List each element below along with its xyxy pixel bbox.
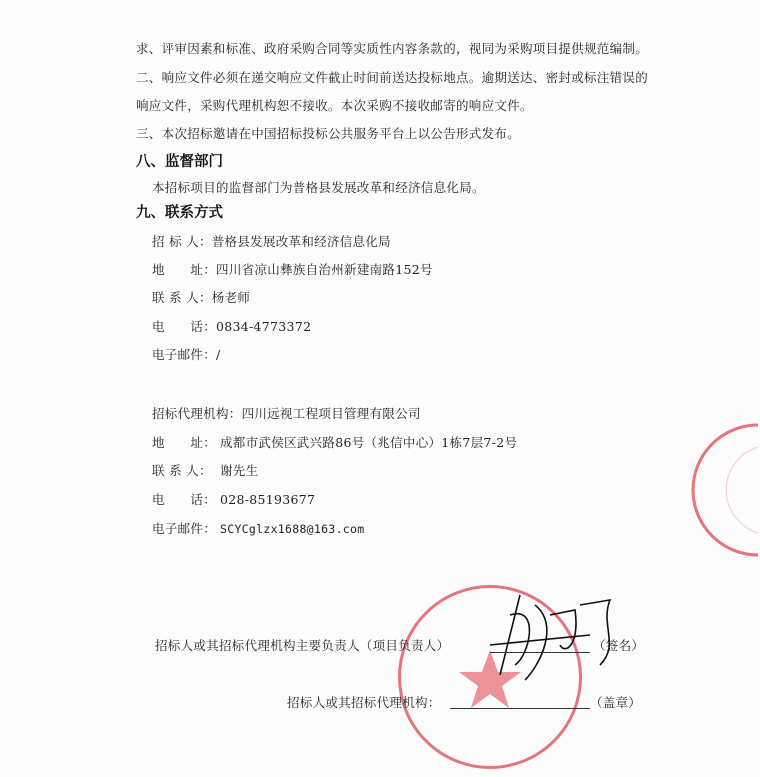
agency-email <box>152 519 364 537</box>
field-label: 电 话： <box>152 492 217 507</box>
tenderer-phone <box>152 317 311 335</box>
signature-line-label <box>155 636 449 654</box>
section-heading: 八、监督部门 <box>136 154 223 170</box>
field-label: 招标人或其招标代理机构主要负责人（项目负责人） <box>155 638 450 653</box>
agency-name <box>152 404 421 422</box>
company-seal-partial <box>686 422 760 558</box>
field-label: 地 址： <box>152 262 217 277</box>
field-value: SCYCglzx1688@163.com <box>220 522 365 536</box>
tenderer-name <box>152 232 391 250</box>
field-value: 四川远视工程项目管理有限公司 <box>241 406 421 421</box>
agency-contact <box>152 461 258 479</box>
field-label: 招标代理机构： <box>152 406 242 421</box>
field-value: 0834-4773372 <box>216 319 312 334</box>
paragraph: 响应文件，采购代理机构恕不接收。本次采购不接收邮寄的响应文件。 <box>136 98 533 113</box>
field-label: 联 系 人： <box>152 290 212 305</box>
field-label: 地 址： <box>152 435 217 450</box>
field-label: 电子邮件： <box>152 521 217 536</box>
paragraph: 三、本次招标邀请在中国招标投标公共服务平台上以公告形式发布。 <box>136 126 521 141</box>
field-label: 电子邮件： <box>152 347 217 362</box>
field-label: 联 系 人： <box>152 463 212 478</box>
paragraph: 二、响应文件必须在递交响应文件截止时间前送达投标地点。逾期送达、密封或标注错误的 <box>136 70 649 85</box>
tenderer-address <box>152 260 433 278</box>
section-heading: 九、联系方式 <box>136 205 223 221</box>
agency-address <box>152 433 517 451</box>
tenderer-email <box>152 345 221 363</box>
field-value: 成都市武侯区武兴路86号（兆信中心）1栋7层7-2号 <box>220 435 518 450</box>
signature-suffix: （签名） <box>593 638 645 653</box>
field-value: 028-85193677 <box>220 492 316 507</box>
agency-phone <box>152 490 315 508</box>
field-value: 四川省凉山彝族自治州新建南路152号 <box>216 262 433 277</box>
field-value: / <box>216 347 221 362</box>
signature-line <box>490 652 590 653</box>
field-label: 招 标 人： <box>152 234 212 249</box>
stamp-line <box>450 708 590 709</box>
field-label: 电 话： <box>152 319 217 334</box>
stamp-line-label: 招标人或其招标代理机构： <box>287 695 441 710</box>
field-value: 谢先生 <box>220 463 259 478</box>
paragraph: 求、评审因素和标准、政府采购合同等实质性内容条款的，视同为采购项目提供规范编制。 <box>136 41 649 56</box>
field-value: 普格县发展改革和经济信息化局 <box>211 234 391 249</box>
stamp-suffix: （盖章） <box>590 695 642 710</box>
tenderer-contact <box>152 288 250 306</box>
supervision-text: 本招标项目的监督部门为普格县发展改革和经济信息化局。 <box>152 180 485 195</box>
field-value: 杨老师 <box>211 290 251 305</box>
